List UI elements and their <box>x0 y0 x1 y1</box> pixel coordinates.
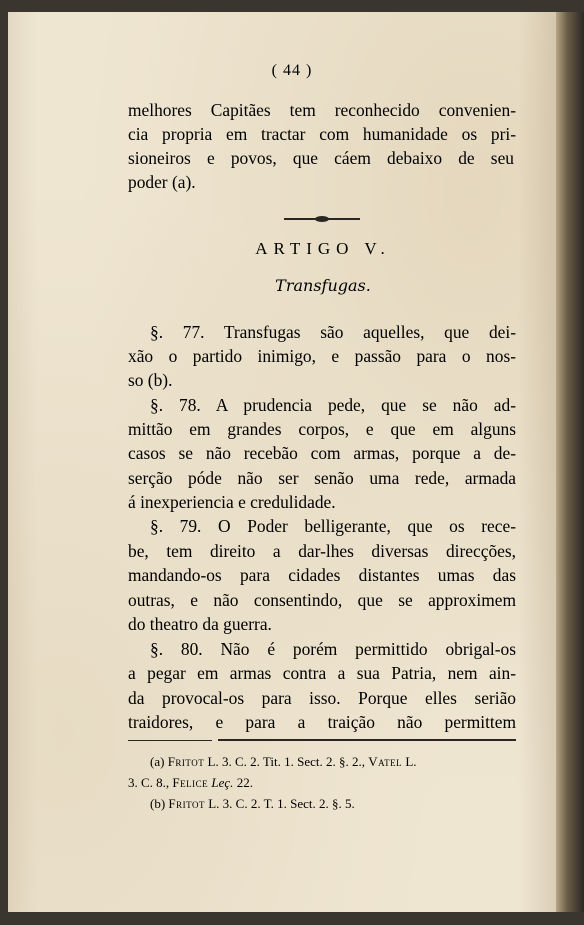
cited-author: Vatel <box>368 754 403 769</box>
footnote-b <box>150 794 355 814</box>
text-line: á inexperiencia e credulidade. <box>128 492 336 512</box>
text-line: casos se não recebão com armas, porque a de- <box>128 443 516 463</box>
text-line: melhores Capitães tem reconhecido convenien- <box>128 100 516 120</box>
cited-author: Fritot <box>168 796 205 811</box>
citation: 3. C. 8., <box>128 775 170 790</box>
citation: L. 3. C. 2. T. 1. Sect. 2. §. 5. <box>208 796 355 811</box>
page-number: ( 44 ) <box>271 62 313 79</box>
text-line: §. 78. A prudencia pede, que se não ad- <box>150 395 516 415</box>
text-line: cia propria em tractar com humanidade os pri- <box>128 124 516 144</box>
text-line: sioneiros e povos, que cáem debaixo de seu <box>128 148 514 168</box>
text-line: mittão em grandes corpos, e que em alguns <box>128 419 516 439</box>
text-line: §. 77. Transfugas são aquelles, que dei- <box>150 322 516 342</box>
text-line: mandando-os para cidades distantes umas das <box>128 565 516 585</box>
text-line: xão o partido inimigo, e passão para o nos- <box>128 346 516 366</box>
ornamental-divider <box>284 216 360 222</box>
text-line: so (b). <box>128 370 173 390</box>
text-line: §. 79. O Poder belligerante, que os rece- <box>150 516 516 536</box>
footnote-rule <box>128 739 516 741</box>
footnote-a-line-2 <box>128 773 253 793</box>
text-line: da provocal-os para isso. Porque elles serião <box>128 688 516 708</box>
cited-author: Fritot <box>167 754 205 769</box>
text-line: a pegar em armas contra a sua Patria, nem ain- <box>128 663 516 683</box>
cited-author: Felice <box>172 775 209 790</box>
text-line: poder (a). <box>128 172 196 192</box>
article-subheading: Transfugas. <box>275 276 371 295</box>
text-line: serção póde não ser senão uma rede, armada <box>128 468 516 488</box>
article-heading: ARTIGO V. <box>255 239 391 258</box>
citation-lec: Leç. <box>211 775 234 790</box>
text-line: be, tem direito a dar-lhes diversas direcções, <box>128 541 516 561</box>
footnote-a-line-1 <box>150 752 417 772</box>
text-line: outras, e não consentindo, que se approximem <box>128 590 516 610</box>
text-line: §. 80. Não é porém permittido obrigal-os <box>150 639 516 659</box>
citation: L. <box>405 754 417 769</box>
footnote-mark: (b) <box>150 796 166 811</box>
footnote-mark: (a) <box>150 754 165 769</box>
text-line: do theatro da guerra. <box>128 614 272 634</box>
citation: 22. <box>236 775 253 790</box>
text-line: traidores, e para a traição não permittem <box>128 712 516 732</box>
citation: L. 3. C. 2. Tit. 1. Sect. 2. §. 2., <box>207 754 365 769</box>
page-edge <box>556 12 584 912</box>
